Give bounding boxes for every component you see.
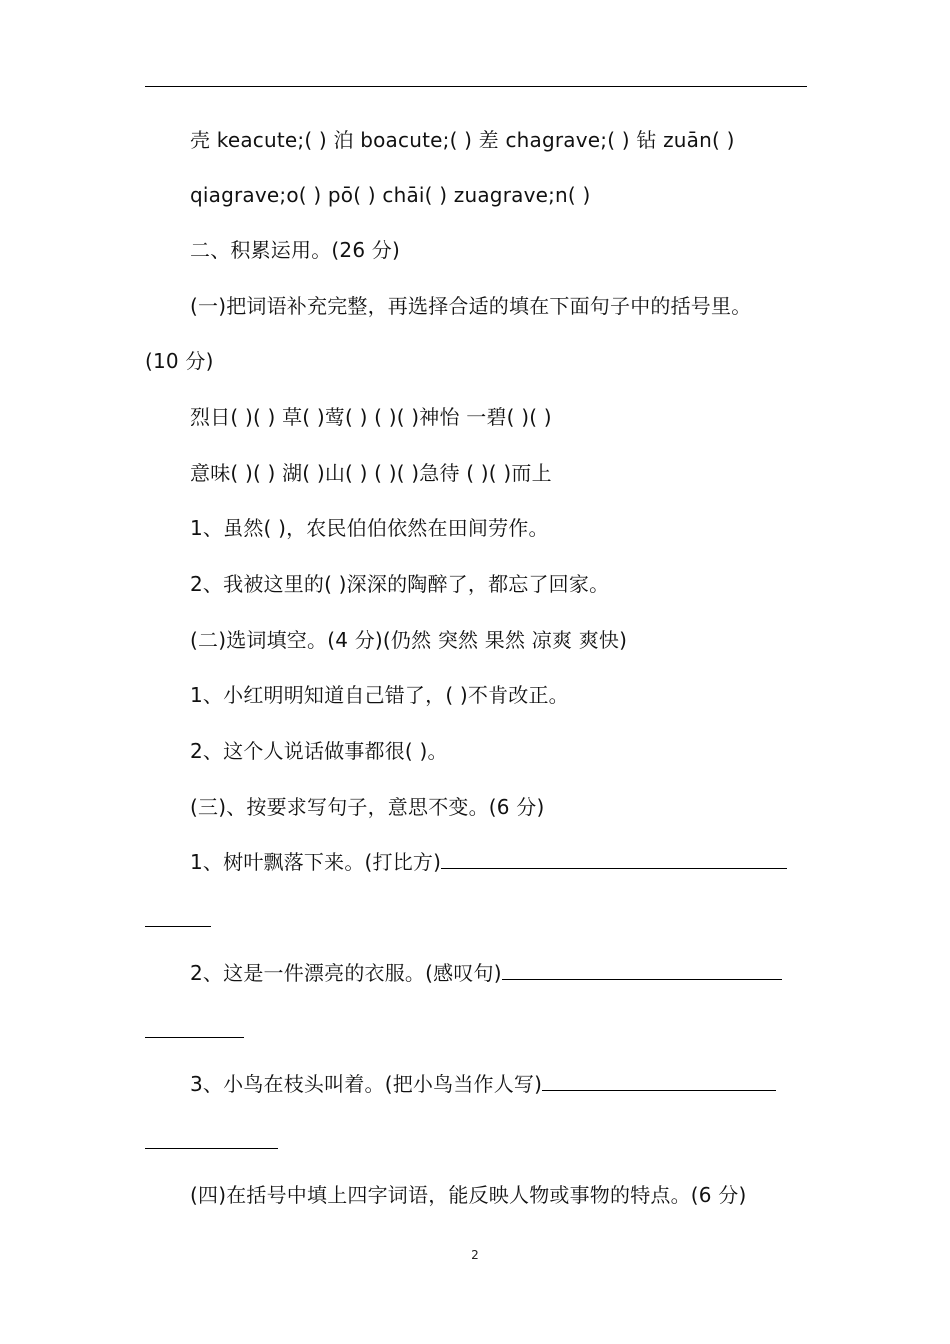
- answer-blank-2[interactable]: [502, 959, 782, 980]
- subsection-heading-3: (三)、按要求写句子，意思不变。(6 分): [190, 795, 545, 819]
- word-fill-line-1: 烈日( )( ) 草( )莺( ) ( )( )神怡 一碧( )( ): [190, 405, 552, 429]
- rewrite-question-3-text: 3、小鸟在枝头叫着。(把小鸟当作人写): [190, 1072, 543, 1096]
- header-rule: [145, 86, 807, 87]
- subsection-heading-1: (一)把词语补充完整，再选择合适的填在下面句子中的括号里。: [190, 294, 752, 318]
- rewrite-question-2: [190, 959, 782, 987]
- choice-question-1: 1、小红明明知道自己错了，( )不肯改正。: [190, 683, 569, 707]
- answer-blank-1[interactable]: [441, 848, 787, 869]
- question-2: 2、我被这里的( )深深的陶醉了，都忘了回家。: [190, 572, 610, 596]
- choice-question-2: 2、这个人说话做事都很( )。: [190, 739, 448, 763]
- subsection-points: (10 分): [145, 349, 214, 373]
- rewrite-question-3: [190, 1070, 776, 1098]
- answer-blank-2-cont[interactable]: [145, 1037, 244, 1038]
- pinyin-line-1: 壳 keacute;( ) 泊 boacute;( ) 差 chagrave;( ) 钻 zuān( ): [190, 128, 735, 152]
- question-1: 1、虽然( )，农民伯伯依然在田间劳作。: [190, 516, 549, 540]
- answer-blank-3-cont[interactable]: [145, 1148, 278, 1149]
- subsection-heading-4: (四)在括号中填上四字词语，能反映人物或事物的特点。(6 分): [190, 1183, 747, 1207]
- word-fill-line-2: 意味( )( ) 湖( )山( ) ( )( )急待 ( )( )而上: [190, 461, 552, 485]
- pinyin-line-2: qiagrave;o( ) pō( ) chāi( ) zuagrave;n( ): [190, 183, 591, 207]
- rewrite-question-1: [190, 848, 787, 876]
- section-heading-2: 二、积累运用。(26 分): [190, 238, 401, 262]
- page-number: 2: [471, 1248, 479, 1262]
- subsection-heading-2: (二)选词填空。(4 分)(仍然 突然 果然 凉爽 爽快): [190, 628, 628, 652]
- rewrite-question-2-text: 2、这是一件漂亮的衣服。(感叹句): [190, 961, 502, 985]
- answer-blank-3[interactable]: [542, 1070, 776, 1091]
- answer-blank-1-cont[interactable]: [145, 926, 211, 927]
- rewrite-question-1-text: 1、树叶飘落下来。(打比方): [190, 850, 442, 874]
